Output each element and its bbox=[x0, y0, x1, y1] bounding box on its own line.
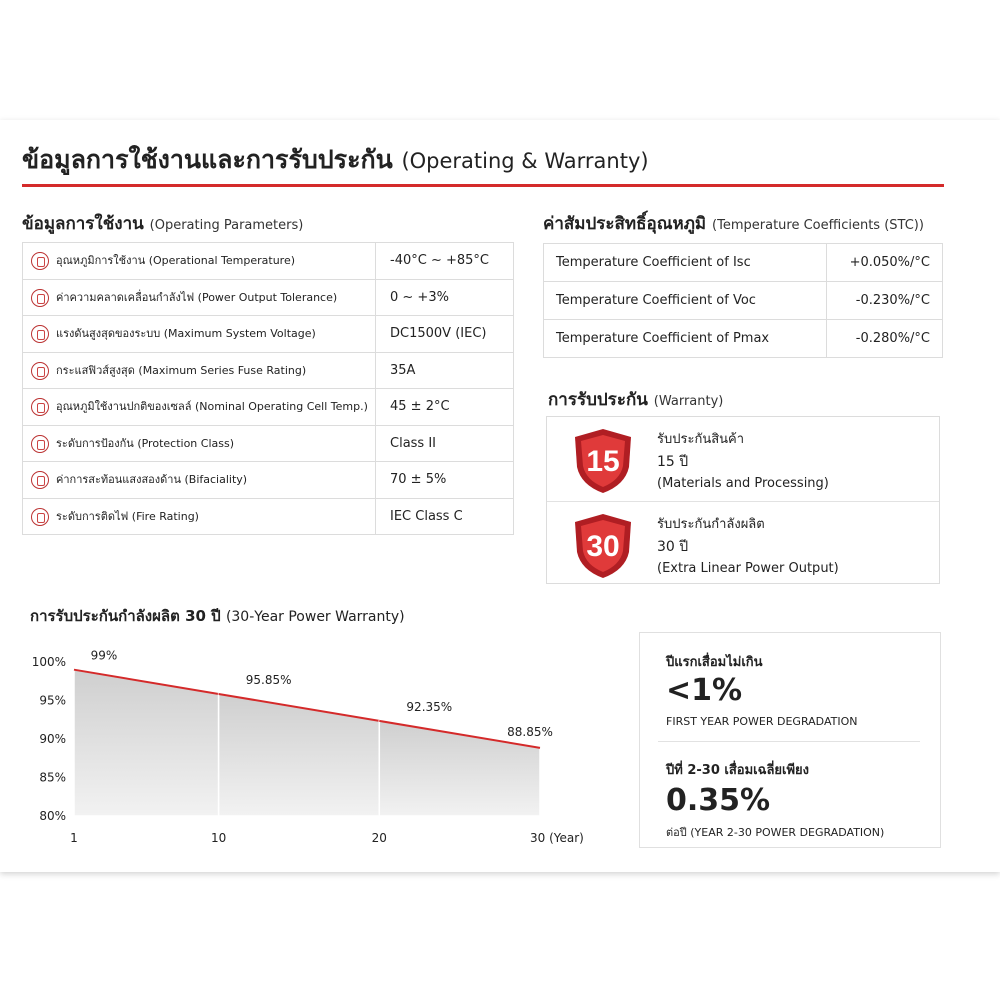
coefficient-value: -0.280%/°C bbox=[827, 320, 943, 358]
data-label: 99% bbox=[90, 648, 118, 663]
protection-class-icon bbox=[31, 435, 49, 453]
y-tick-label: 90% bbox=[39, 732, 66, 746]
area-segment bbox=[74, 670, 219, 816]
badge-number: 15 bbox=[586, 445, 620, 478]
parameter-value: Class II bbox=[376, 425, 514, 462]
data-label: 92.35% bbox=[406, 699, 453, 714]
degradation-box bbox=[639, 632, 941, 848]
chart-heading: การรับประกันกำลังผลิต 30 ปี (30-Year Power Warranty) bbox=[30, 607, 405, 625]
later-years-label: ปีที่ 2-30 เสื่อมเฉลี่ยเพียง bbox=[666, 763, 810, 778]
warranty-line1: รับประกันกำลังผลิต bbox=[657, 517, 765, 532]
bifaciality-icon bbox=[31, 471, 49, 489]
parameter-label: อุณหภูมิใช้งานปกติของเซลล์ (Nominal Operating Cell Temp.) bbox=[56, 400, 368, 414]
parameter-value: -40°C ~ +85°C bbox=[376, 243, 514, 280]
table-row bbox=[23, 243, 514, 280]
table-row bbox=[544, 244, 943, 282]
fuse-icon bbox=[31, 362, 49, 380]
thermometer-icon bbox=[31, 252, 49, 270]
y-tick-label: 100% bbox=[31, 655, 66, 669]
warranty-line3: (Extra Linear Power Output) bbox=[657, 561, 839, 576]
data-label: 88.85% bbox=[507, 724, 553, 739]
power-tolerance-icon bbox=[31, 289, 49, 307]
page-title: ข้อมูลการใช้งานและการรับประกัน (Operating & Warranty) bbox=[22, 145, 649, 174]
warranty-line3: (Materials and Processing) bbox=[657, 476, 829, 491]
power-warranty-chart bbox=[0, 630, 630, 860]
data-label: 95.85% bbox=[245, 672, 292, 687]
parameter-value: 70 ± 5% bbox=[376, 462, 514, 499]
table-row bbox=[23, 498, 514, 535]
cell-temperature-icon bbox=[31, 398, 49, 416]
first-year-sub: FIRST YEAR POWER DEGRADATION bbox=[666, 715, 858, 728]
later-years-sub: ต่อปี (YEAR 2-30 POWER DEGRADATION) bbox=[666, 826, 885, 839]
parameter-value: 45 ± 2°C bbox=[376, 389, 514, 426]
parameter-label: แรงดันสูงสุดของระบบ (Maximum System Voltage) bbox=[56, 327, 316, 341]
table-row bbox=[23, 279, 514, 316]
fire-icon bbox=[31, 508, 49, 526]
table-row bbox=[23, 425, 514, 462]
coefficient-label: Temperature Coefficient of Pmax bbox=[544, 320, 827, 358]
parameter-label: อุณหภูมิการใช้งาน (Operational Temperature) bbox=[56, 254, 296, 268]
parameter-value: 0 ~ +3% bbox=[376, 279, 514, 316]
coefficient-value: -0.230%/°C bbox=[827, 282, 943, 320]
voltage-icon bbox=[31, 325, 49, 343]
warranty-box bbox=[546, 416, 940, 584]
parameter-label: ระดับการป้องกัน (Protection Class) bbox=[56, 436, 234, 450]
parameter-label: กระแสฟิวส์สูงสุด (Maximum Series Fuse Rating) bbox=[56, 363, 307, 377]
warranty-heading: การรับประกัน (Warranty) bbox=[548, 390, 724, 410]
warranty-line2: 30 ปี bbox=[657, 539, 689, 555]
parameter-value: 35A bbox=[376, 352, 514, 389]
table-row bbox=[544, 282, 943, 320]
operating-table bbox=[22, 242, 514, 535]
y-tick-label: 95% bbox=[39, 693, 66, 708]
operating-heading: ข้อมูลการใช้งาน (Operating Parameters) bbox=[22, 214, 304, 234]
parameter-label: ค่าการสะท้อนแสงสองด้าน (Bifaciality) bbox=[56, 473, 248, 487]
first-year-value: <1% bbox=[666, 673, 743, 708]
warranty-line2: 15 ปี bbox=[657, 454, 689, 470]
parameter-value: IEC Class C bbox=[376, 498, 514, 535]
coefficient-label: Temperature Coefficient of Voc bbox=[544, 282, 827, 320]
table-row bbox=[23, 462, 514, 499]
shield-badge-icon bbox=[571, 512, 635, 580]
x-tick-label: 1 bbox=[70, 831, 78, 845]
x-tick-label: 30 (Year) bbox=[530, 831, 584, 845]
x-tick-label: 10 bbox=[210, 831, 227, 845]
shield-badge-icon bbox=[571, 427, 635, 495]
temperature-heading: ค่าสัมประสิทธิ์อุณหภูมิ (Temperature Coefficients (STC)) bbox=[543, 214, 924, 234]
table-row bbox=[23, 389, 514, 426]
warranty-item-power bbox=[547, 501, 939, 585]
warranty-item-materials bbox=[547, 417, 939, 501]
parameter-label: ระดับการติดไฟ (Fire Rating) bbox=[56, 509, 199, 523]
badge-number: 30 bbox=[586, 530, 620, 563]
parameter-label: ค่าความคลาดเคลื่อนกำลังไฟ (Power Output Tolerance) bbox=[56, 290, 338, 304]
table-row bbox=[23, 316, 514, 353]
degradation-divider bbox=[658, 741, 920, 742]
coefficient-label: Temperature Coefficient of Isc bbox=[544, 244, 827, 282]
first-year-label: ปีแรกเสื่อมไม่เกิน bbox=[666, 655, 763, 670]
table-row bbox=[23, 352, 514, 389]
parameter-value: DC1500V (IEC) bbox=[376, 316, 514, 353]
temperature-table bbox=[543, 243, 943, 358]
x-tick-label: 20 bbox=[371, 831, 387, 845]
coefficient-value: +0.050%/°C bbox=[827, 244, 943, 282]
title-divider bbox=[22, 184, 944, 187]
y-tick-label: 85% bbox=[39, 770, 66, 785]
later-years-value: 0.35% bbox=[666, 783, 771, 818]
warranty-line1: รับประกันสินค้า bbox=[657, 432, 745, 447]
table-row bbox=[544, 320, 943, 358]
y-tick-label: 80% bbox=[39, 809, 66, 823]
area-segment bbox=[219, 694, 380, 816]
